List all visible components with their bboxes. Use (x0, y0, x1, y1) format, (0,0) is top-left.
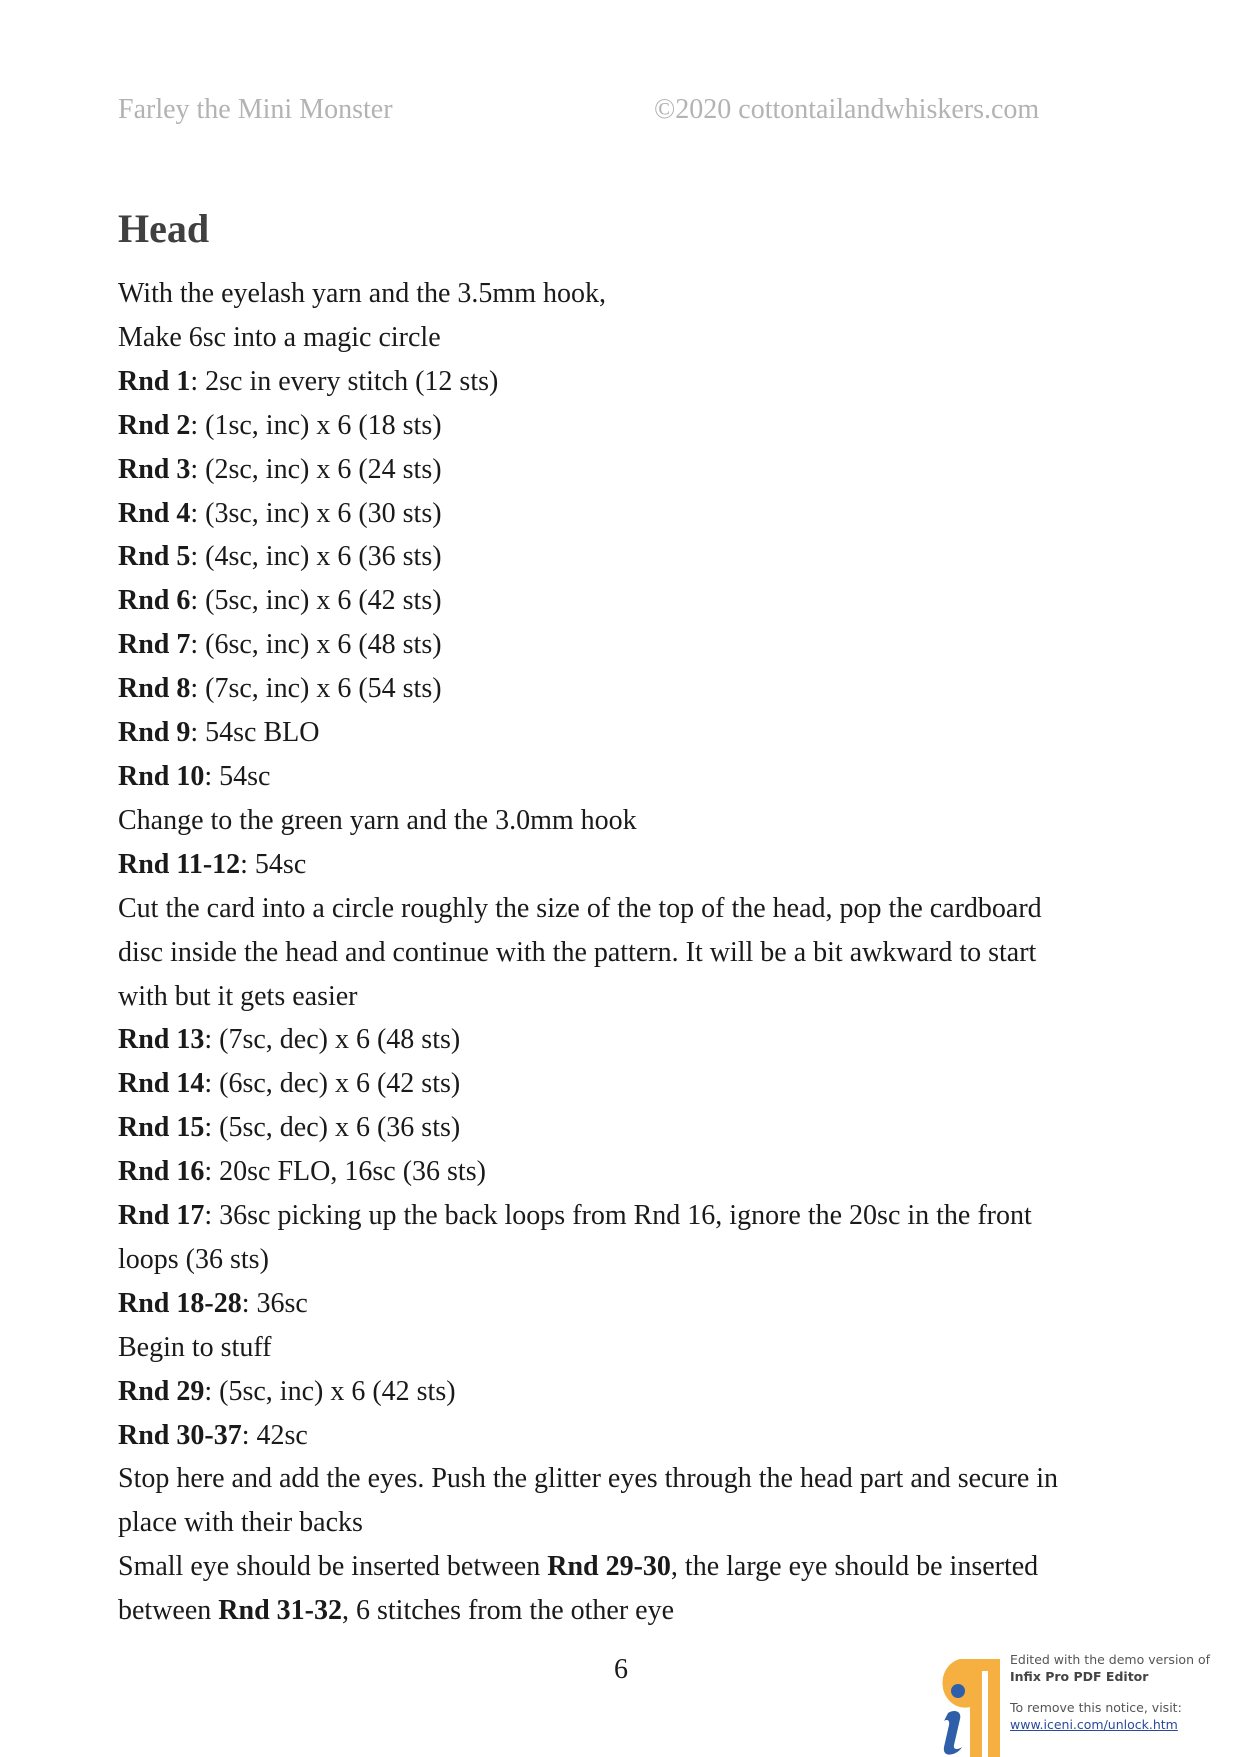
instruction-line (118, 1150, 1118, 1194)
instruction-line (118, 1370, 1118, 1414)
round-label: Rnd 5 (118, 541, 191, 573)
section-heading: Head (118, 206, 210, 251)
header-title: Farley the Mini Monster (118, 94, 393, 125)
instruction-line (118, 1062, 1118, 1106)
instruction-line (118, 1018, 1118, 1062)
instruction-line (118, 579, 1118, 623)
instruction-line (118, 1457, 1118, 1501)
infix-logo-icon (930, 1651, 1006, 1757)
pattern-instructions (118, 272, 1118, 1633)
instruction-text: Make 6sc into a magic circle (118, 321, 441, 353)
instruction-text: : 42sc (241, 1419, 308, 1451)
instruction-text: : (7sc, inc) x 6 (54 sts) (190, 673, 442, 705)
round-label: Rnd 10 (118, 760, 205, 792)
instruction-line (118, 316, 1118, 360)
round-label: Rnd 15 (118, 1112, 205, 1144)
instruction-text: : (4sc, inc) x 6 (36 sts) (190, 541, 442, 573)
instruction-line (118, 843, 1118, 887)
instruction-text: : 2sc in every stitch (12 sts) (190, 365, 499, 397)
instruction-line (118, 1282, 1118, 1326)
round-label: Rnd 1 (118, 365, 191, 397)
instruction-line (118, 1501, 1118, 1545)
instruction-text: : 54sc BLO (190, 717, 320, 749)
round-label: Rnd 18-28 (118, 1287, 242, 1319)
instruction-text: loops (36 sts) (118, 1243, 269, 1275)
instruction-line (118, 404, 1118, 448)
header-copyright: ©2020 cottontailandwhiskers.com (654, 94, 1040, 125)
watermark-line-2: Infix Pro PDF Editor (1010, 1669, 1149, 1684)
instruction-text: : (5sc, inc) x 6 (42 sts) (190, 585, 442, 617)
instruction-text: : 36sc picking up the back loops from Rnd 16, ignore the 20sc in the front (204, 1200, 1032, 1232)
eye-line-2-after: , 6 stitches from the other eye (342, 1595, 675, 1627)
instruction-text: : 54sc (204, 760, 271, 792)
instruction-lines (118, 272, 1118, 1545)
page-number: 6 (614, 1654, 628, 1685)
editor-watermark (930, 1645, 1230, 1757)
instruction-text: : 20sc FLO, 16sc (36 sts) (204, 1156, 486, 1188)
instruction-text: : (6sc, dec) x 6 (42 sts) (204, 1068, 461, 1100)
round-label: Rnd 8 (118, 673, 191, 705)
round-label: Rnd 17 (118, 1200, 205, 1232)
unlock-link[interactable]: www.iceni.com/unlock.htm (1010, 1717, 1178, 1732)
instruction-text: : (6sc, inc) x 6 (48 sts) (190, 629, 442, 661)
round-label: Rnd 3 (118, 453, 191, 485)
watermark-text (1010, 1651, 1210, 1733)
instruction-line (118, 1106, 1118, 1150)
instruction-text: : (3sc, inc) x 6 (30 sts) (190, 497, 442, 529)
round-label: Rnd 2 (118, 409, 191, 441)
instruction-text: : (2sc, inc) x 6 (24 sts) (190, 453, 442, 485)
instruction-line (118, 755, 1118, 799)
round-label: Rnd 14 (118, 1068, 205, 1100)
instruction-line (118, 667, 1118, 711)
instruction-line (118, 1194, 1118, 1238)
round-label: Rnd 9 (118, 717, 191, 749)
instruction-line (118, 360, 1118, 404)
instruction-text: : 36sc (241, 1287, 308, 1319)
instruction-line (118, 1238, 1118, 1282)
instruction-text: Cut the card into a circle roughly the size of the top of the head, pop the cardboard (118, 892, 1042, 924)
instruction-line (118, 535, 1118, 579)
eye-line-1-round: Rnd 29-30 (547, 1551, 671, 1583)
round-label: Rnd 11-12 (118, 848, 241, 880)
instruction-text: : (5sc, dec) x 6 (36 sts) (204, 1112, 461, 1144)
round-label: Rnd 4 (118, 497, 191, 529)
eye-placement-line-2 (118, 1589, 1118, 1633)
instruction-text: : 54sc (240, 848, 307, 880)
instruction-line (118, 448, 1118, 492)
instruction-text: with but it gets easier (118, 980, 358, 1012)
instruction-text: Begin to stuff (118, 1331, 272, 1363)
instruction-text: With the eyelash yarn and the 3.5mm hook, (118, 278, 606, 309)
eye-line-1-before: Small eye should be inserted between (118, 1551, 548, 1583)
instruction-line (118, 975, 1118, 1019)
round-label: Rnd 29 (118, 1375, 205, 1407)
eye-line-1-after: , the large eye should be inserted (670, 1551, 1039, 1583)
round-label: Rnd 30-37 (118, 1419, 242, 1451)
instruction-line (118, 799, 1118, 843)
round-label: Rnd 13 (118, 1024, 205, 1056)
round-label: Rnd 6 (118, 585, 191, 617)
instruction-line (118, 623, 1118, 667)
instruction-text: Stop here and add the eyes. Push the glitter eyes through the head part and secure in (118, 1463, 1059, 1495)
instruction-line (118, 1326, 1118, 1370)
instruction-text: place with their backs (118, 1507, 363, 1539)
instruction-text: : (1sc, inc) x 6 (18 sts) (190, 409, 442, 441)
instruction-line (118, 887, 1118, 931)
instruction-text: : (7sc, dec) x 6 (48 sts) (204, 1024, 461, 1056)
eye-line-2-round: Rnd 31-32 (218, 1595, 342, 1627)
instruction-line (118, 272, 1118, 316)
instruction-line (118, 931, 1118, 975)
instruction-line (118, 492, 1118, 536)
watermark-line-3: To remove this notice, visit: (1010, 1700, 1182, 1715)
round-label: Rnd 7 (118, 629, 191, 661)
round-label: Rnd 16 (118, 1156, 205, 1188)
instruction-line (118, 711, 1118, 755)
instruction-text: disc inside the head and continue with the pattern. It will be a bit awkward to start (118, 936, 1037, 968)
instruction-text: : (5sc, inc) x 6 (42 sts) (204, 1375, 456, 1407)
instruction-text: Change to the green yarn and the 3.0mm hook (118, 804, 637, 836)
watermark-line-1: Edited with the demo version of (1010, 1652, 1211, 1667)
eye-line-2-before: between (118, 1595, 219, 1627)
instruction-line (118, 1414, 1118, 1458)
eye-placement-line-1 (118, 1545, 1118, 1589)
